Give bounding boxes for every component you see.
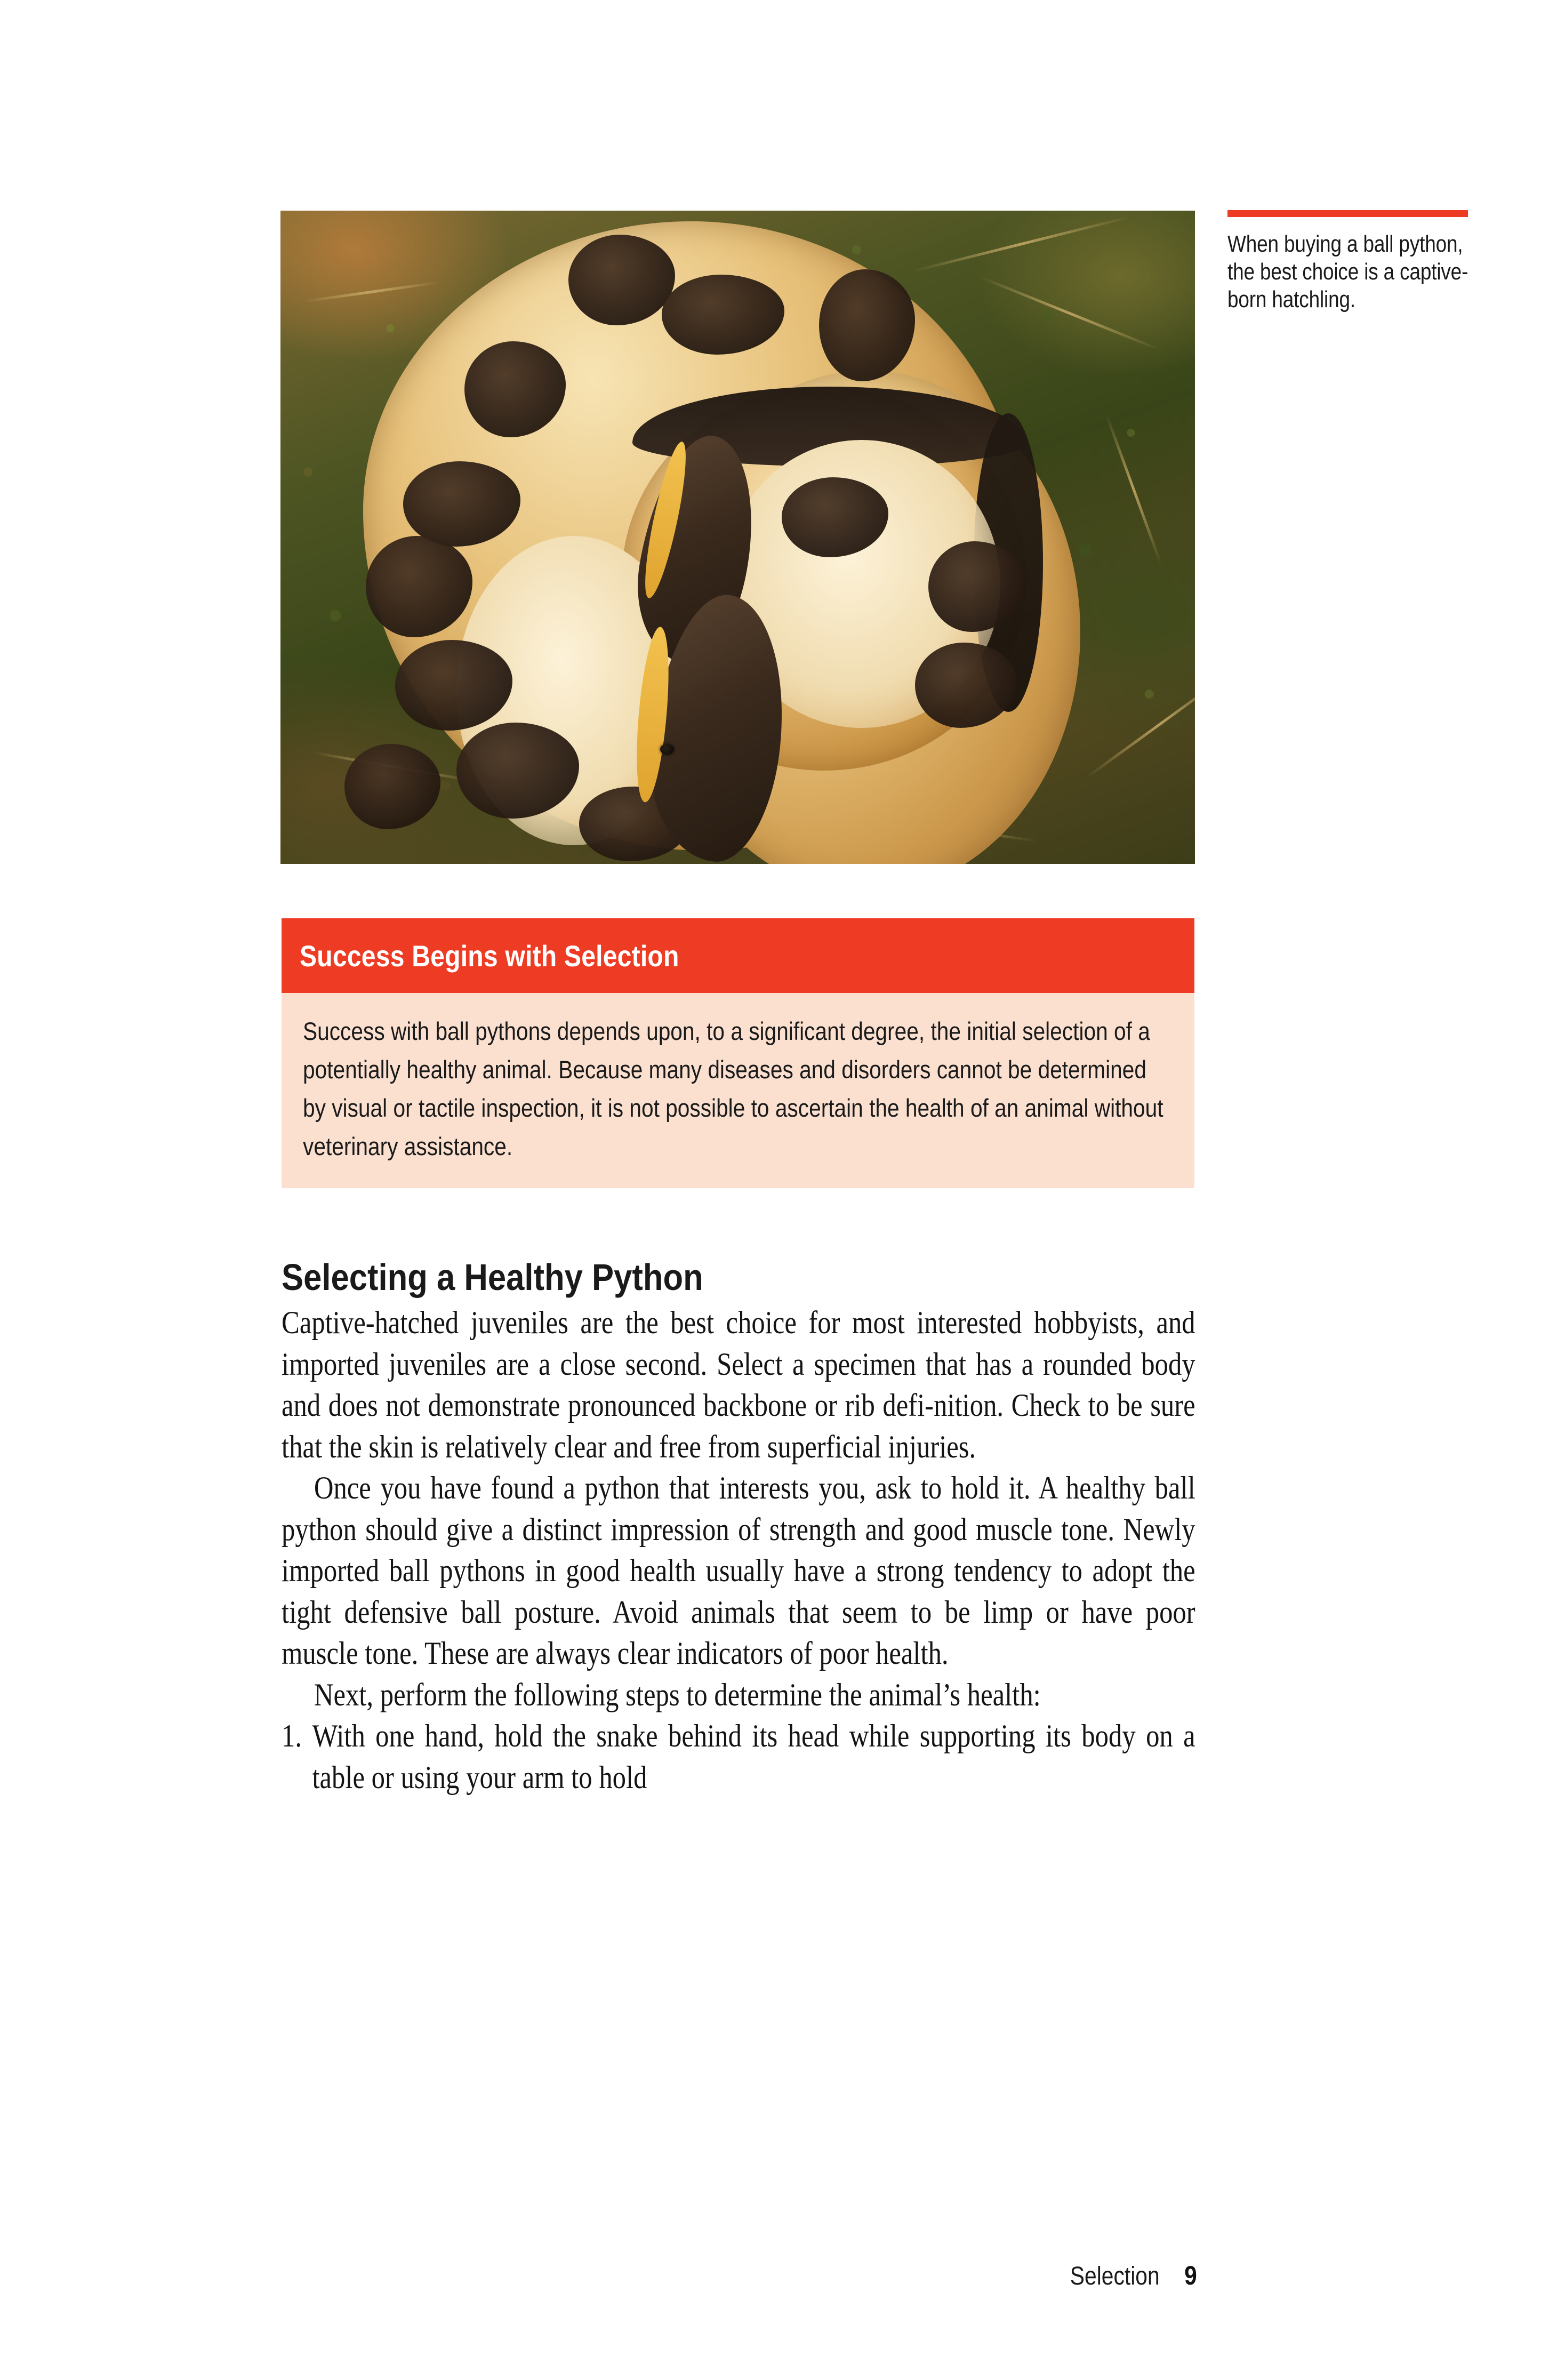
list-item-text: With one hand, hold the snake behind its head while supporting its body on a table or using your arm to hold: [312, 1718, 1195, 1795]
snake-eye: [660, 744, 674, 755]
ball-python-photo: [280, 211, 1195, 864]
ball-python-subject: [280, 211, 1195, 864]
main-content: [282, 1256, 1195, 1798]
sidebar-body-text: Success with ball pythons depends upon, to a significant degree, the initial selection of a potentially healthy animal. Because many diseases and disorders cannot be determined by visual or tactile inspection, it is not possible to ascertain the health of an animal without veterinary assistance.: [303, 1017, 1163, 1160]
snake-blotch: [344, 744, 440, 829]
list-item-number: 1.: [282, 1718, 302, 1753]
list-item: [282, 1716, 1195, 1798]
body-paragraph: Once you have found a python that interests you, ask to hold it. A healthy ball python should give a distinct impression of strength and good muscle tone. Newly imported ball pythons in good health usually have a strong tendency to adopt the tight defensive ball posture. Avoid animals that seem to be limp or have poor muscle tone. These are always clear indicators of poor health.: [282, 1470, 1195, 1671]
footer-section-label: Selection: [1070, 2262, 1160, 2290]
health-check-steps-list: [282, 1716, 1195, 1798]
caption-accent-rule: [1227, 210, 1468, 217]
body-paragraph: Next, perform the following steps to determine the animal’s health:: [314, 1677, 1041, 1712]
photo-caption: When buying a ball python, the best choice is a captive-born hatchling.: [1227, 231, 1468, 312]
sidebar-header-bar: [282, 918, 1194, 993]
footer-page-number: 9: [1184, 2261, 1197, 2290]
page-title: Selecting a Healthy Python: [282, 1256, 703, 1298]
body-paragraph: Captive-hatched juveniles are the best choice for most interested hobbyists, and imported juveniles are a close second. Select a specimen that has a rounded body and does not demonstrate pronounced backbone or rib defi-nition. Check to be sure that the skin is relatively clear and free from superficial injuries.: [282, 1305, 1195, 1464]
sidebar-body-panel: [282, 993, 1194, 1188]
page-footer: [1062, 2260, 1198, 2291]
sidebar-title: Success Begins with Selection: [300, 939, 679, 973]
success-begins-with-selection-sidebar: [282, 918, 1194, 1188]
